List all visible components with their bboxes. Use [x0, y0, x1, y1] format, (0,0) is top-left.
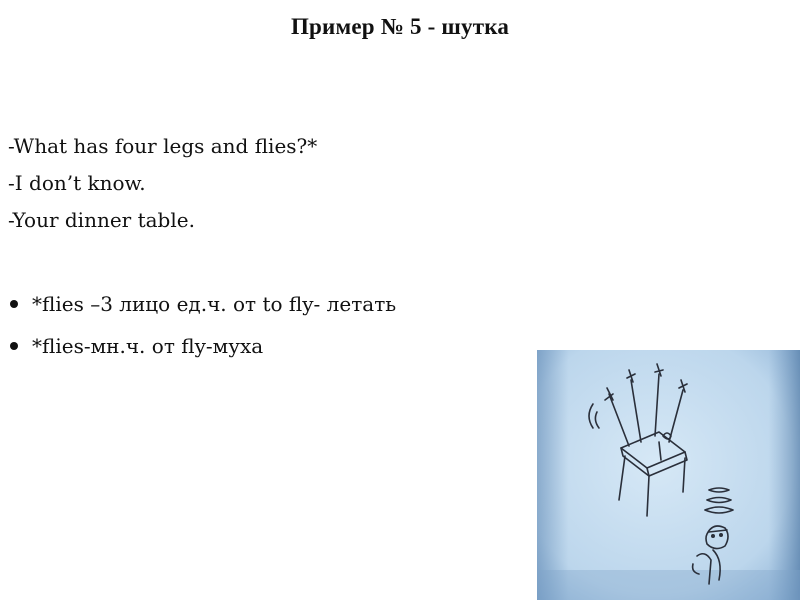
note-text: *flies –3 лицо ед.ч. от to fly- летать — [32, 292, 397, 316]
joke-dialog — [8, 128, 317, 239]
dialog-line-punchline: -Your dinner table. — [8, 208, 195, 232]
bullet-icon — [10, 342, 18, 350]
note-text: *flies-мн.ч. от fly-муха — [32, 334, 264, 358]
flying-table-sketch-icon — [537, 350, 800, 600]
dialog-line-question: -What has four legs and flies?* — [8, 134, 318, 158]
vocabulary-notes — [10, 283, 396, 367]
note-item — [10, 283, 396, 325]
bullet-icon — [10, 300, 18, 308]
flying-table-sketch-photo — [537, 350, 800, 600]
note-item — [10, 325, 396, 367]
slide-title: Пример № 5 - шутка — [290, 14, 510, 39]
dialog-line-answer: -I don’t know. — [8, 171, 146, 195]
